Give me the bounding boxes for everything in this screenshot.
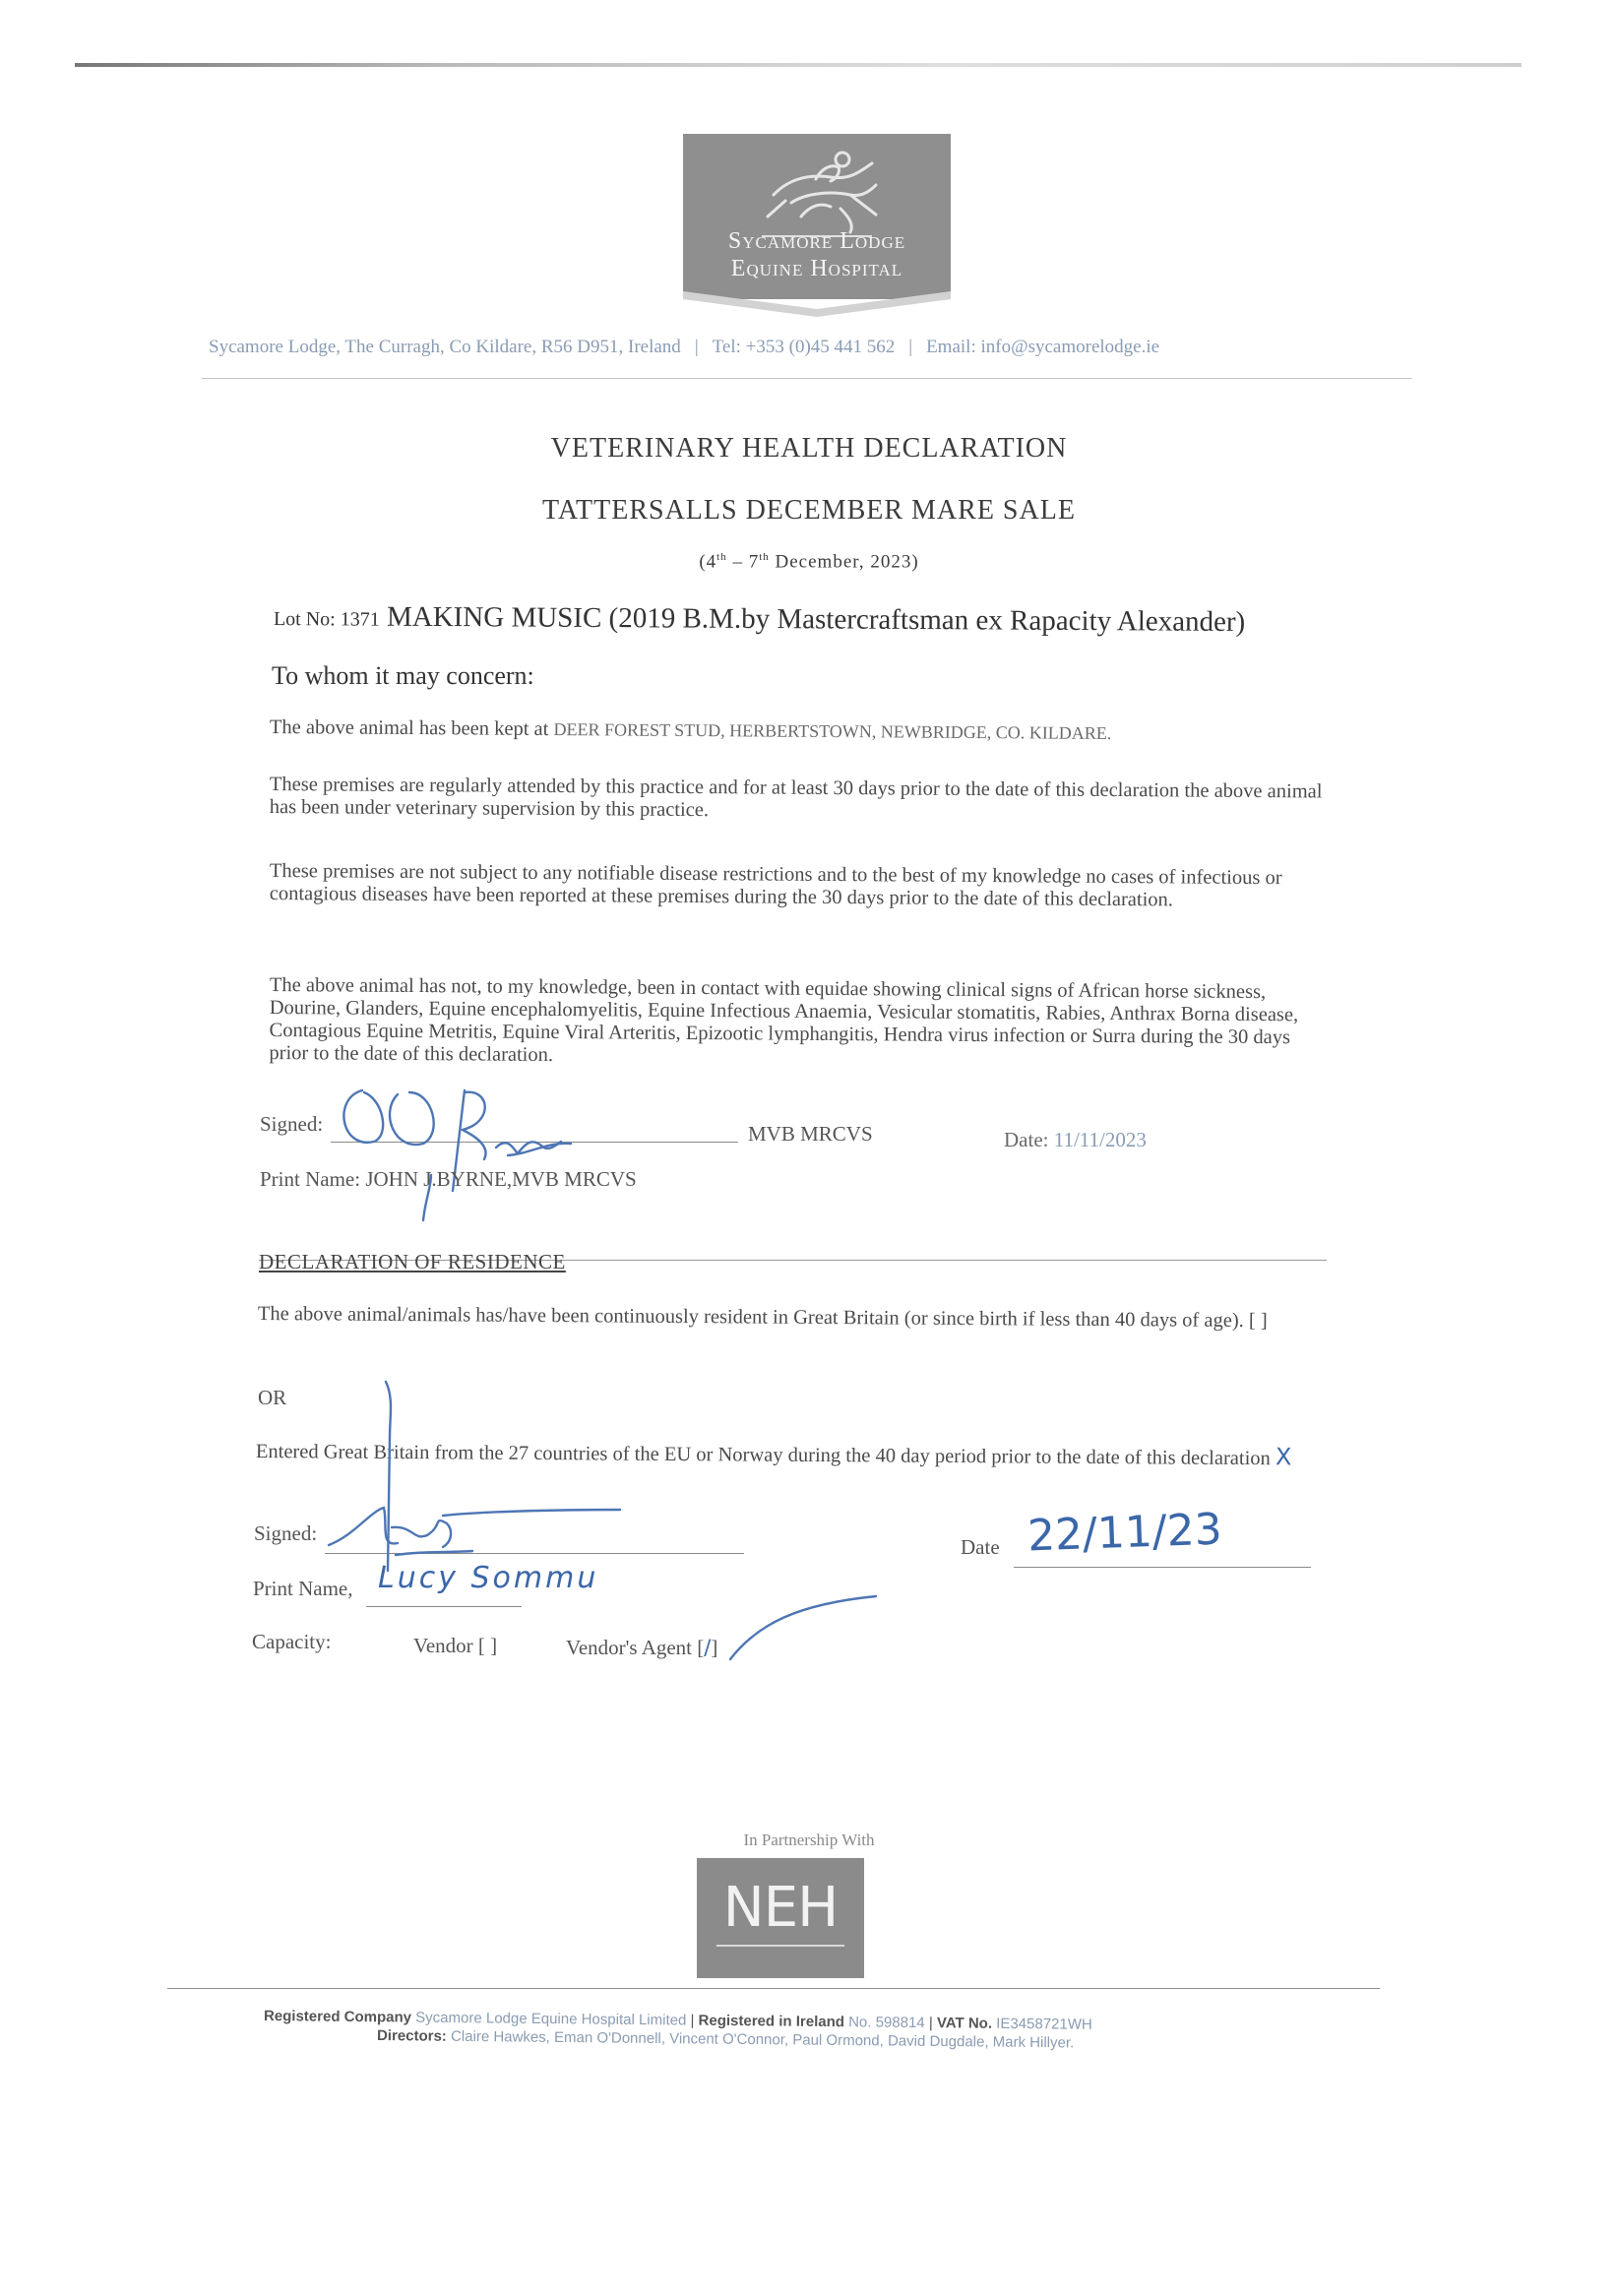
owner-signed-label: Signed:	[254, 1521, 318, 1545]
horse-name: MAKING MUSIC (2019 B.M.by Mastercraftsman ex Rapacity Alexander)	[386, 600, 1246, 639]
salutation: To whom it may concern:	[272, 661, 534, 690]
partner-label: In Partnership With	[743, 1831, 875, 1849]
lot-number: Lot No: 1371	[273, 608, 380, 631]
residence-option-1: The above animal/animals has/have been continuously resident in Great Britain (or since birth if less than 40 days of age). [ ]	[257, 1303, 1268, 1333]
paragraph-kept-at: The above animal has been kept at DEER FOREST STUD, HERBERTSTOWN, NEWBRIDGE, CO. KILDARE.	[269, 716, 1112, 743]
footer-divider	[167, 1988, 1380, 1989]
owner-handwritten-signature	[325, 1378, 689, 1575]
owner-date-line	[1014, 1567, 1311, 1568]
owner-date-label: Date	[961, 1535, 1000, 1559]
footer-registration: Registered Company Sycamore Lodge Equine Hospital Limited | Registered in Ireland No. 598814 | VAT No. IE3458721WH	[263, 2008, 1092, 2033]
document-title: VETERINARY HEALTH DECLARATION	[550, 433, 1068, 464]
horse-rider-icon	[683, 134, 951, 317]
sycamore-lodge-logo	[683, 134, 951, 317]
contact-bar: Sycamore Lodge, The Curragh, Co Kildare, R56 D951, Ireland | Tel: +353 (0)45 441 562 | Email: info@sycamorelodge.ie	[209, 337, 1160, 357]
header-divider	[202, 378, 1412, 379]
paragraph-no-restrictions: These premises are not subject to any notifiable disease restrictions and to the best of my knowledge no cases of infectious or contagious diseases have been reported at these premises during the 30 days prior to the date of this declaration.	[269, 860, 1282, 911]
residence-option-1-checkbox[interactable]: [ ]	[1248, 1310, 1268, 1333]
vet-qualification: MVB MRCVS	[748, 1122, 873, 1146]
vendor-option[interactable]: Vendor [ ]	[413, 1634, 498, 1657]
vet-date-value: 11/11/2023	[1053, 1128, 1147, 1151]
vet-print-name: Print Name: JOHN J.BYRNE,MVB MRCVS	[260, 1167, 637, 1191]
vet-date: Date: 11/11/2023	[1004, 1128, 1147, 1151]
owner-print-name-label: Print Name,	[253, 1577, 353, 1600]
neh-logo-underline	[716, 1945, 844, 1947]
paragraph-attendance: These premises are regularly attended by this practice and for at least 30 days prior to the date of this declaration the above animal has been under veterinary supervision by this practice.	[269, 774, 1323, 822]
vendor-agent-mark: /	[704, 1636, 712, 1659]
owner-print-name-value: Lucy Sommu	[378, 1561, 599, 1595]
hospital-telephone: Tel: +353 (0)45 441 562	[712, 337, 896, 357]
capacity-label: Capacity:	[252, 1630, 332, 1653]
or-label: OR	[258, 1386, 287, 1409]
vet-signed-label: Signed:	[260, 1112, 324, 1136]
residence-option-2: Entered Great Britain from the 27 countries of the EU or Norway during the 40 day period prior to the date of this declaration X	[255, 1441, 1292, 1471]
sale-title: TATTERSALLS DECEMBER MARE SALE	[542, 495, 1076, 526]
stud-address: DEER FOREST STUD, HERBERTSTOWN, NEWBRIDGE, CO. KILDARE.	[553, 719, 1112, 743]
hospital-address: Sycamore Lodge, The Curragh, Co Kildare, R56 D951, Ireland	[209, 337, 681, 357]
residence-heading: DECLARATION OF RESIDENCE	[259, 1250, 566, 1273]
vet-print-name-value: JOHN J.BYRNE,MVB MRCVS	[365, 1167, 637, 1191]
footer-directors: Directors: Claire Hawkes, Eman O'Donnell, Vincent O'Connor, Paul Ormond, David Dugdale, Mark Hillyer.	[376, 2027, 1075, 2052]
lot-line	[274, 600, 1245, 639]
owner-print-name-line	[366, 1606, 522, 1607]
residence-option-2-checkbox[interactable]: X	[1275, 1443, 1292, 1471]
logo-line-2: Equine Hospital	[730, 256, 903, 281]
vet-handwritten-signature	[315, 1053, 669, 1230]
logo-line-1: Sycamore Lodge	[727, 228, 906, 254]
neh-logo	[697, 1858, 864, 1978]
neh-logo-text: NEH	[722, 1876, 839, 1940]
vendor-agent-tick	[728, 1584, 886, 1663]
sale-dates: (4th – 7th December, 2023)	[699, 551, 919, 573]
hospital-email[interactable]: Email: info@sycamorelodge.ie	[926, 337, 1160, 357]
scan-edge-line	[75, 63, 1522, 67]
owner-date-value: 22/11/23	[1027, 1504, 1223, 1562]
vendor-agent-option[interactable]: Vendor's Agent [/]	[566, 1636, 718, 1659]
paragraph-disease-contact: The above animal has not, to my knowledge, been in contact with equidae showing clinical signs of African horse sickness, Dourine, Glanders, Equine encephalomyelitis, Equine Infectious Anaemia, Vesicular stomatitis, Rabies, Anthrax Borna disease, Contagious Equine Metritis, Equine Viral Arteritis, Epizootic lymphangitis, Hendra virus infection or Surra during the 30 days prior to the date of this declaration.	[269, 974, 1299, 1067]
